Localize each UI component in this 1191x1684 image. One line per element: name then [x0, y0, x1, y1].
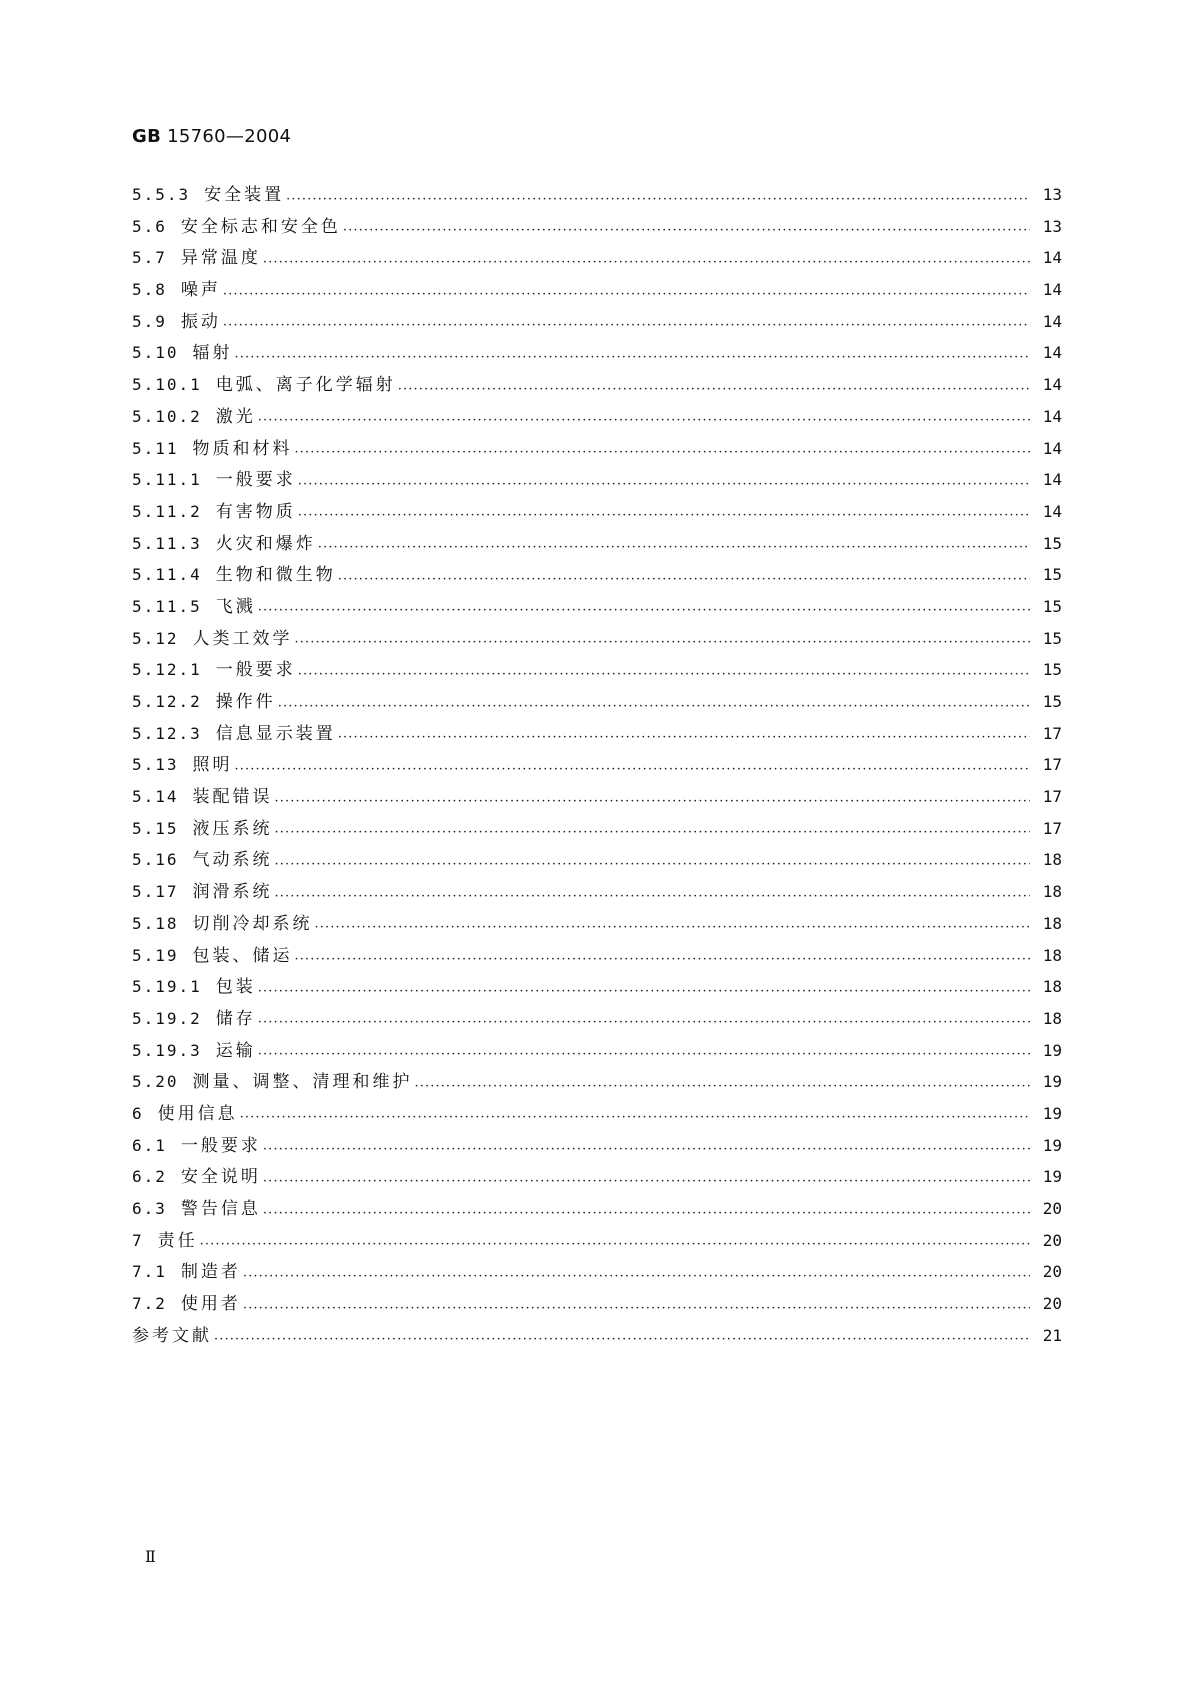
toc-dot-leader: [223, 283, 1030, 300]
toc-section-number: 5.15: [132, 818, 179, 838]
toc-section-title: 安全标志和安全色: [180, 216, 341, 237]
toc-dot-leader: [258, 1011, 1030, 1028]
toc-page-number: 14: [1042, 248, 1062, 268]
toc-section-number: 5.14: [132, 787, 179, 807]
toc-dot-leader: [263, 251, 1030, 268]
toc-page-number: 14: [1042, 470, 1062, 490]
toc-dot-leader: [315, 916, 1030, 933]
toc-page-number: 15: [1042, 628, 1062, 648]
toc-section-number: 5.5.3: [132, 185, 191, 204]
toc-section-title: 电弧、离子化学辐射: [215, 375, 396, 396]
toc-section-title: 使用者: [180, 1294, 241, 1315]
toc-dot-leader: [278, 695, 1030, 712]
toc-section-title: 运输: [215, 1040, 256, 1061]
toc-page-number: 18: [1042, 945, 1062, 965]
toc-section-number: 6: [132, 1103, 144, 1123]
toc-page-number: 17: [1042, 818, 1062, 838]
toc-entry[interactable]: [132, 845, 1062, 877]
toc-entry[interactable]: [132, 750, 1062, 782]
toc-entry[interactable]: [132, 1036, 1062, 1068]
toc-page-number: 19: [1042, 1072, 1062, 1092]
toc-section-title: 信息显示装置: [215, 723, 336, 744]
toc-dot-leader: [263, 1138, 1030, 1155]
toc-entry[interactable]: [132, 1289, 1062, 1321]
toc-entry[interactable]: [132, 1131, 1062, 1163]
toc-section-title: 照明: [192, 755, 233, 776]
toc-section-title: 一般要求: [215, 470, 296, 491]
toc-page-number: 14: [1042, 438, 1062, 458]
toc-entry[interactable]: [132, 814, 1062, 846]
toc-dot-leader: [258, 409, 1030, 426]
toc-section-number: 5.19: [132, 945, 179, 965]
toc-dot-leader: [263, 1170, 1030, 1187]
toc-page-number: 13: [1042, 185, 1062, 204]
toc-page-number: 19: [1042, 1167, 1062, 1187]
toc-section-title: 噪声: [180, 280, 221, 301]
toc-dot-leader: [275, 853, 1030, 870]
toc-section-title: 一般要求: [180, 1135, 261, 1156]
toc-page-number: 18: [1042, 1008, 1062, 1028]
toc-section-title: 包装、储运: [192, 945, 293, 966]
toc-entry[interactable]: [132, 1194, 1062, 1226]
toc-entry[interactable]: [132, 465, 1062, 497]
toc-page-number: 15: [1042, 565, 1062, 585]
toc-entry[interactable]: [132, 212, 1062, 244]
toc-dot-leader: [243, 1265, 1030, 1282]
toc-page-number: 14: [1042, 501, 1062, 521]
toc-entry[interactable]: [132, 1004, 1062, 1036]
toc-section-number: 5.12.3: [132, 723, 202, 743]
toc-page-number: 15: [1042, 596, 1062, 616]
toc-section-title: 振动: [180, 311, 221, 332]
toc-section-number: 5.19.3: [132, 1040, 202, 1060]
toc-section-title: 操作件: [215, 692, 276, 712]
toc-page-number: 15: [1042, 660, 1062, 680]
toc-page-number: 14: [1042, 406, 1062, 426]
toc-section-number: 5.19.1: [132, 977, 202, 997]
toc-section-number: 5.12.2: [132, 692, 202, 711]
toc-dot-leader: [298, 663, 1030, 680]
toc-dot-leader: [275, 790, 1030, 807]
toc-page-number: 18: [1042, 913, 1062, 933]
toc-entry[interactable]: [132, 402, 1062, 434]
toc-entry[interactable]: [132, 972, 1062, 1004]
toc-dot-leader: [415, 1075, 1030, 1092]
toc-section-title: 安全装置: [204, 185, 285, 205]
toc-section-title: 安全说明: [180, 1167, 261, 1188]
toc-dot-leader: [318, 536, 1030, 553]
toc-dot-leader: [243, 1297, 1030, 1314]
toc-section-number: 5.12: [132, 628, 179, 648]
document-code: [132, 126, 291, 147]
toc-section-number: 7.1: [132, 1262, 167, 1282]
toc-section-number: 6.2: [132, 1167, 167, 1187]
toc-dot-leader: [298, 473, 1030, 490]
toc-page-number: 18: [1042, 850, 1062, 870]
standard-number: 15760—2004: [167, 126, 292, 147]
toc-section-number: 5.11.5: [132, 596, 202, 616]
toc-section-title: 润滑系统: [192, 882, 273, 903]
toc-section-title: 物质和材料: [192, 438, 293, 459]
toc-page-number: 19: [1042, 1103, 1062, 1123]
toc-section-title: 辐射: [192, 343, 233, 364]
toc-page-number: 15: [1042, 692, 1062, 711]
toc-dot-leader: [258, 1043, 1030, 1060]
toc-section-number: 5.8: [132, 280, 167, 300]
toc-page-number: 20: [1042, 1230, 1062, 1250]
toc-page-number: 14: [1042, 375, 1062, 395]
toc-entry[interactable]: [132, 592, 1062, 624]
toc-dot-leader: [398, 378, 1030, 395]
toc-page-number: 14: [1042, 311, 1062, 331]
toc-section-number: 5.11.1: [132, 470, 202, 490]
toc-dot-leader: [295, 631, 1030, 648]
toc-section-number: 7: [132, 1230, 144, 1250]
toc-entry[interactable]: [132, 1321, 1062, 1353]
toc-section-title: 责任: [157, 1230, 198, 1251]
toc-section-number: 5.11: [132, 438, 179, 458]
toc-section-number: 5.17: [132, 882, 179, 902]
toc-dot-leader: [343, 219, 1030, 236]
toc-dot-leader: [286, 188, 1030, 205]
toc-page-number: 15: [1042, 533, 1062, 553]
toc-dot-leader: [298, 504, 1030, 521]
toc-entry[interactable]: [132, 275, 1062, 307]
toc-entry[interactable]: [132, 243, 1062, 275]
toc-dot-leader: [338, 726, 1030, 743]
toc-entry[interactable]: [132, 529, 1062, 561]
toc-section-number: 5.6: [132, 216, 167, 236]
toc-entry[interactable]: [132, 687, 1062, 719]
toc-page-number: 20: [1042, 1199, 1062, 1218]
table-of-contents: [132, 180, 1062, 1352]
toc-page-number: 14: [1042, 343, 1062, 363]
toc-section-number: 5.11.3: [132, 533, 202, 553]
toc-dot-leader: [263, 1202, 1030, 1219]
toc-dot-leader: [295, 441, 1030, 458]
toc-entry[interactable]: [132, 497, 1062, 529]
toc-entry[interactable]: [132, 1067, 1062, 1099]
toc-page-number: 18: [1042, 977, 1062, 997]
toc-page-number: 20: [1042, 1262, 1062, 1282]
toc-entry[interactable]: [132, 909, 1062, 941]
toc-section-title: 参考文献: [132, 1325, 212, 1346]
toc-section-number: 5.16: [132, 850, 179, 870]
toc-section-title: 异常温度: [180, 248, 261, 269]
toc-section-number: 5.11.4: [132, 565, 202, 585]
toc-entry[interactable]: [132, 307, 1062, 339]
toc-page-number: 19: [1042, 1135, 1062, 1155]
toc-section-number: 5.20: [132, 1072, 179, 1092]
toc-section-title: 切削冷却系统: [192, 913, 313, 934]
toc-section-title: 制造者: [180, 1262, 241, 1283]
toc-entry[interactable]: [132, 1099, 1062, 1131]
toc-section-number: 5.10.1: [132, 375, 202, 395]
toc-dot-leader: [235, 758, 1030, 775]
toc-section-number: 5.7: [132, 248, 167, 268]
toc-page-number: 21: [1042, 1325, 1062, 1345]
toc-section-title: 警告信息: [180, 1199, 261, 1219]
toc-dot-leader: [223, 314, 1030, 331]
toc-entry[interactable]: [132, 624, 1062, 656]
toc-dot-leader: [275, 821, 1030, 838]
toc-dot-leader: [258, 599, 1030, 616]
toc-entry[interactable]: [132, 370, 1062, 402]
toc-section-number: 6.1: [132, 1135, 167, 1155]
toc-page-number: 13: [1042, 216, 1062, 236]
toc-section-number: 5.18: [132, 913, 179, 933]
toc-entry[interactable]: [132, 1162, 1062, 1194]
toc-section-title: 液压系统: [192, 818, 273, 839]
toc-page-number: 17: [1042, 723, 1062, 743]
toc-section-number: 5.12.1: [132, 660, 202, 680]
toc-dot-leader: [295, 948, 1030, 965]
toc-entry[interactable]: [132, 877, 1062, 909]
toc-entry[interactable]: [132, 1257, 1062, 1289]
toc-dot-leader: [235, 346, 1030, 363]
toc-entry[interactable]: [132, 434, 1062, 466]
page-number: Ⅱ: [145, 1547, 156, 1566]
toc-section-title: 储存: [215, 1008, 256, 1029]
toc-entry[interactable]: [132, 941, 1062, 973]
toc-section-number: 5.11.2: [132, 501, 202, 521]
toc-entry[interactable]: [132, 719, 1062, 751]
toc-page-number: 20: [1042, 1294, 1062, 1314]
toc-section-title: 气动系统: [192, 850, 273, 871]
toc-section-title: 装配错误: [192, 787, 273, 808]
toc-entry[interactable]: [132, 782, 1062, 814]
toc-section-title: 一般要求: [215, 660, 296, 681]
toc-dot-leader: [275, 885, 1030, 902]
toc-section-title: 使用信息: [157, 1103, 238, 1124]
toc-section-number: 7.2: [132, 1294, 167, 1314]
toc-entry[interactable]: [132, 1226, 1062, 1258]
toc-section-title: 飞溅: [215, 596, 256, 617]
toc-section-number: 5.9: [132, 311, 167, 331]
toc-section-title: 人类工效学: [192, 628, 293, 649]
toc-page-number: 17: [1042, 787, 1062, 807]
toc-section-number: 5.19.2: [132, 1008, 202, 1028]
toc-page-number: 18: [1042, 882, 1062, 902]
toc-section-number: 5.13: [132, 755, 179, 775]
toc-page-number: 19: [1042, 1040, 1062, 1060]
toc-dot-leader: [214, 1328, 1030, 1345]
toc-section-title: 生物和微生物: [215, 565, 336, 586]
toc-section-title: 有害物质: [215, 501, 296, 522]
toc-page-number: 14: [1042, 280, 1062, 300]
toc-dot-leader: [200, 1233, 1030, 1250]
toc-dot-leader: [338, 568, 1030, 585]
toc-entry[interactable]: [132, 338, 1062, 370]
toc-entry[interactable]: [132, 180, 1062, 212]
toc-dot-leader: [240, 1106, 1030, 1123]
toc-section-number: 5.10: [132, 343, 179, 363]
toc-entry[interactable]: [132, 655, 1062, 687]
toc-section-title: 测量、调整、清理和维护: [192, 1072, 413, 1093]
toc-section-title: 激光: [215, 406, 256, 427]
standard-prefix: GB: [132, 126, 162, 147]
toc-dot-leader: [258, 980, 1030, 997]
toc-section-number: 6.3: [132, 1199, 167, 1218]
toc-entry[interactable]: [132, 560, 1062, 592]
toc-section-title: 火灾和爆炸: [215, 533, 316, 554]
toc-page-number: 17: [1042, 755, 1062, 775]
toc-section-title: 包装: [215, 977, 256, 998]
toc-section-number: 5.10.2: [132, 406, 202, 426]
